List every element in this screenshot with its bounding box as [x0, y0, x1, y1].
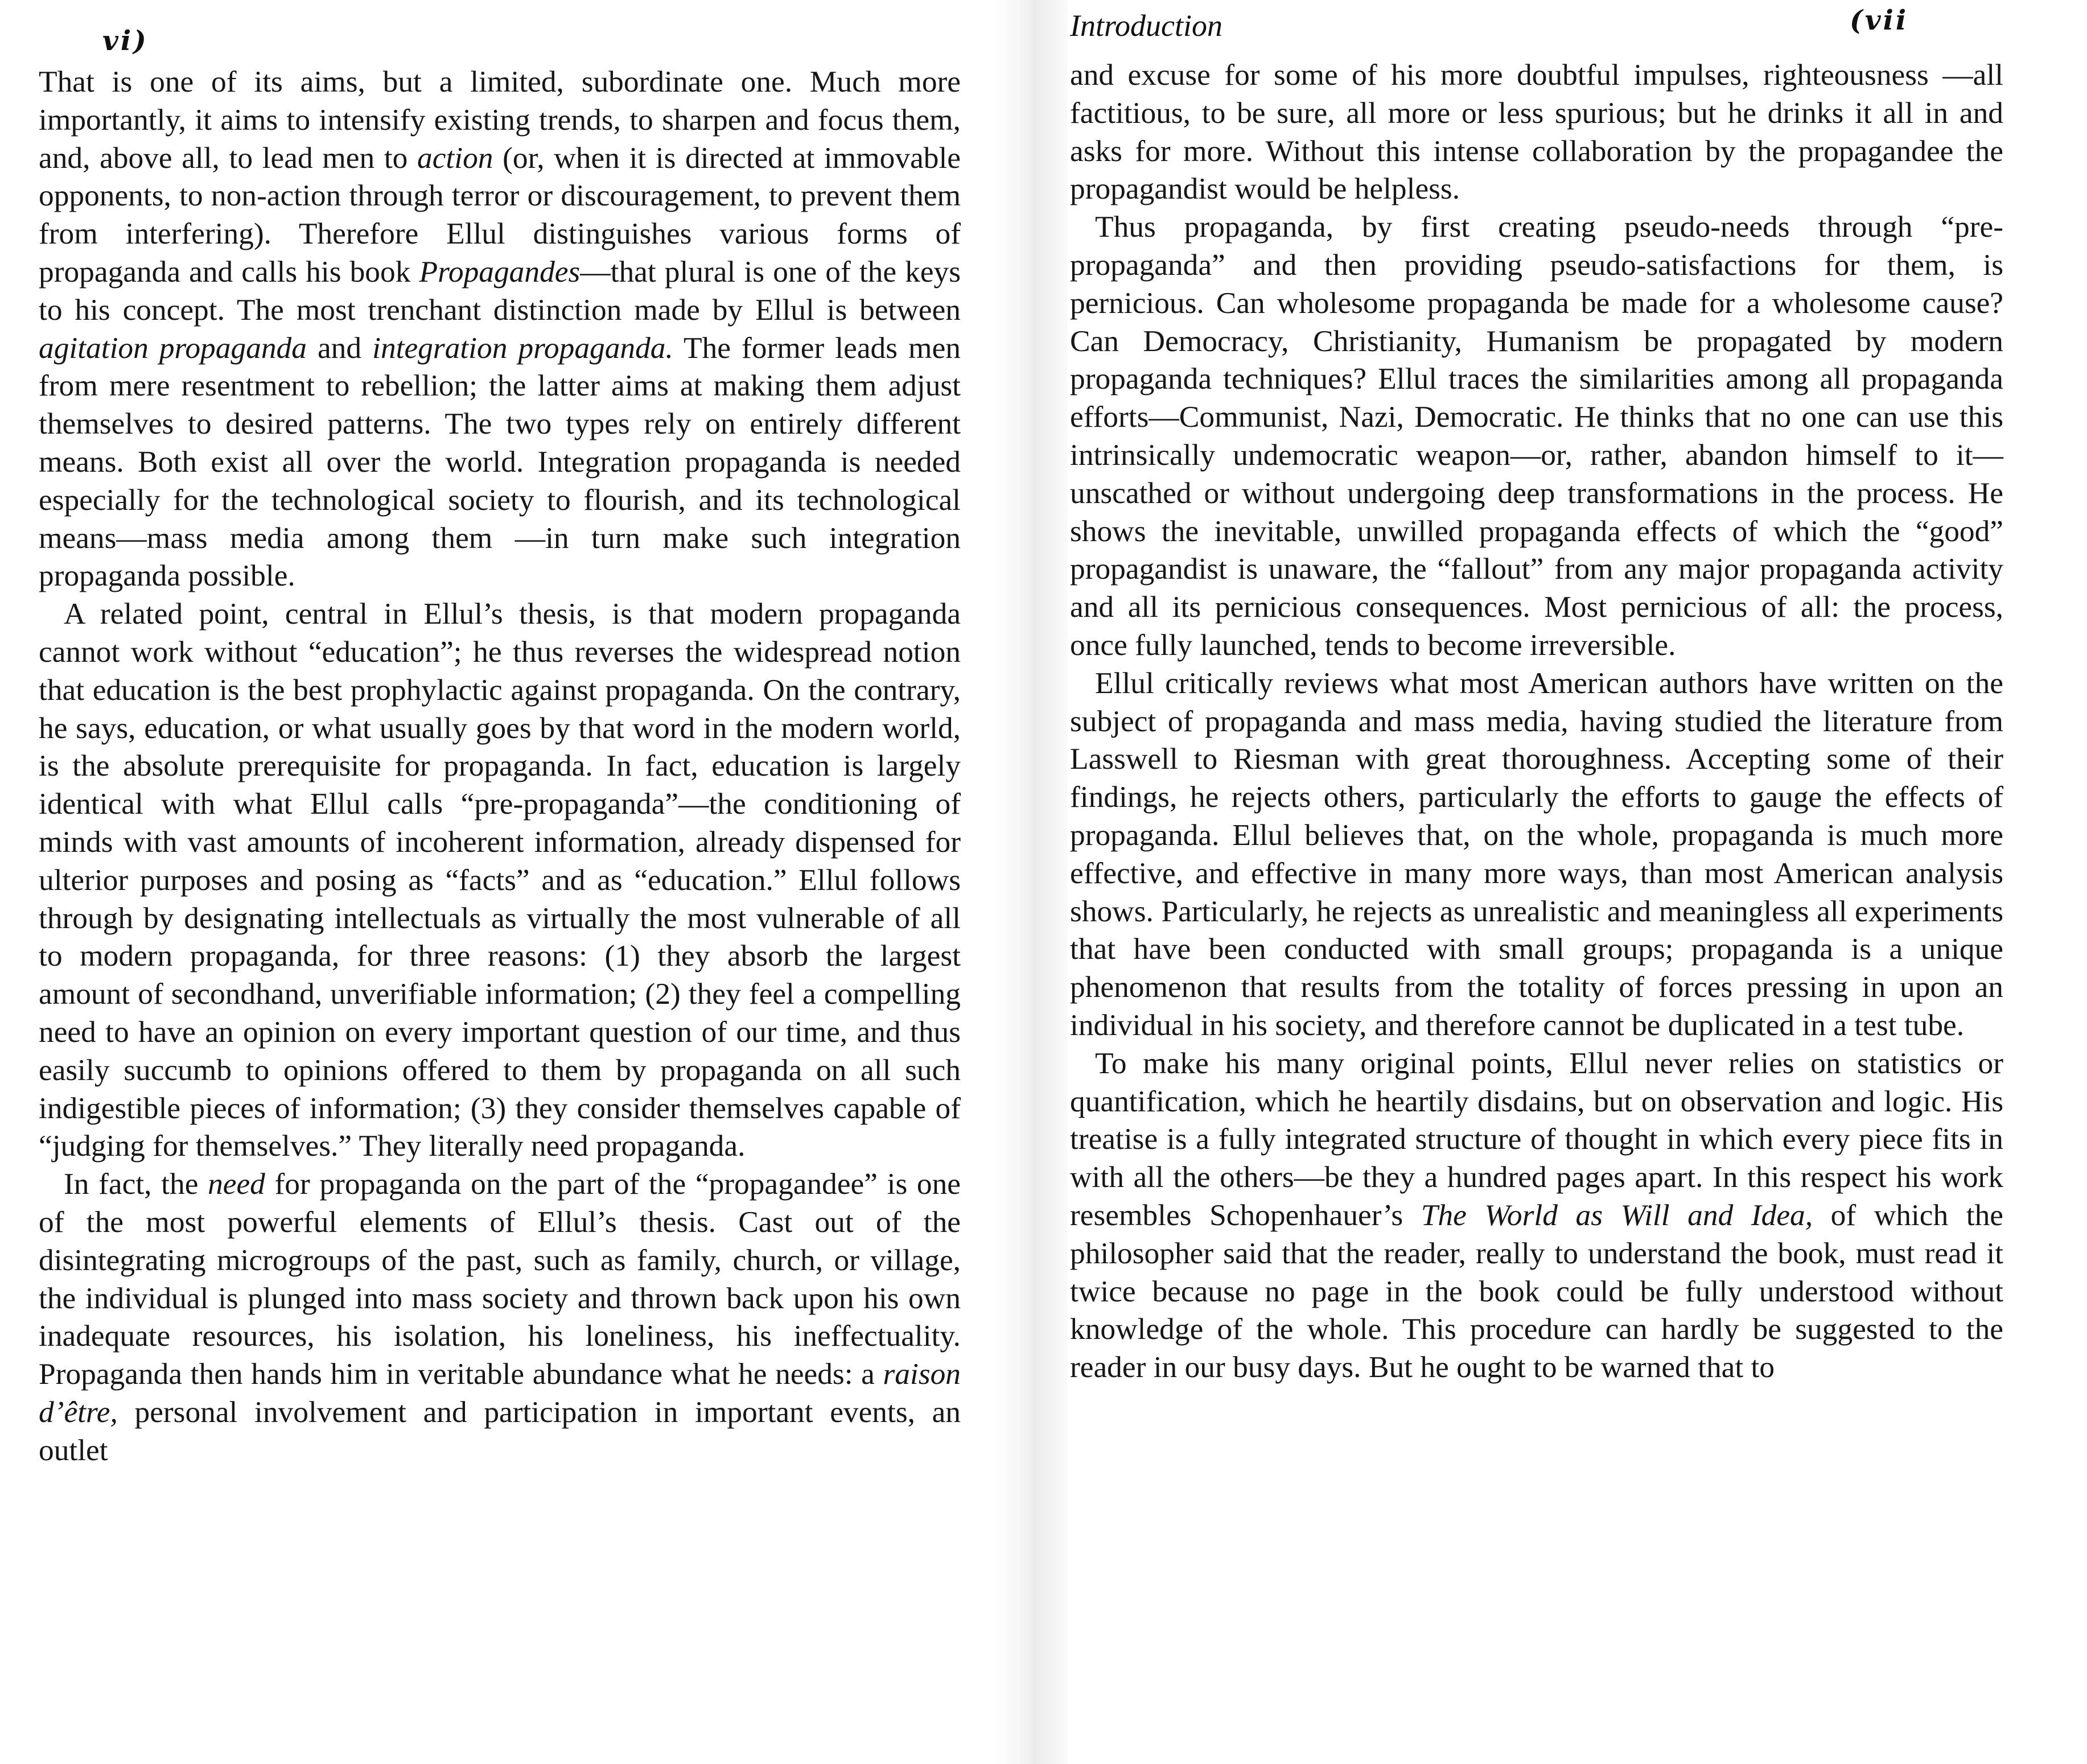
left-page: [23, 0, 961, 1764]
book-gutter: [993, 0, 1067, 1764]
text-run-italic: need: [208, 1167, 265, 1201]
running-head: Introduction: [1070, 9, 1222, 43]
left-page-text: [39, 63, 961, 1469]
paragraph: [39, 1165, 961, 1469]
paragraph: [1070, 208, 2003, 664]
text-run-italic: integration propaganda.: [372, 330, 673, 365]
paragraph: [1070, 1044, 2003, 1386]
text-run: and excuse for some of his more doubtful impulses, righteousness —all factitious, to be sure, all more or less spurious; but he drinks it all in and asks for more. Without this intense collaboration by the propagandee the propagandist would be helpless.: [1070, 57, 2003, 206]
paragraph: [1070, 664, 2003, 1044]
paragraph: [39, 63, 961, 595]
text-run-italic: agitation propaganda: [39, 330, 307, 365]
text-run: (or, when it is directed at immovable opponents, to non-action through terror or discouragement, to prevent them from interfering). Therefore Ellul distinguishes various forms of propaganda and calls his book: [39, 140, 961, 288]
paragraph: [1070, 56, 2003, 208]
text-run: In fact, the: [64, 1167, 208, 1201]
text-run: Ellul critically reviews what most American authors have written on the subject of propaganda and mass media, having studied the literature from Lasswell to Riesman with great thoroughness. Accepting some of their findings, he rejects others, particularly the efforts to gauge the effects of propaganda. Ellul believes that, on the whole, propaganda is much more effective, and effective in many more ways, than most American analysis shows. Particularly, he rejects as unrealistic and meaningless all experiments that have been conducted with small groups; propaganda is a unique phenomenon that results from the totality of forces pressing in upon an individual in his society, and therefore cannot be duplicated in a test tube.: [1070, 665, 2003, 1042]
text-run: and: [306, 330, 373, 365]
right-page: [1070, 0, 2003, 1764]
text-run: The former leads men from mere resentment to rebellion; the latter aims at making them adjust themselves to desired patterns. The two types rely on entirely different means. Both exist all over the world. Integration propaganda is needed especially for the technological society to flourish, and its technological means—mass media among them —in turn make such integration propaganda possible.: [39, 330, 961, 593]
text-run: for propaganda on the part of the “propagandee” is one of the most powerful elements of Ellul’s thesis. Cast out of the disintegrating microgroups of the past, such as family, church, or village, the individual is plunged into mass society and thrown back upon his own inadequate resources, his isolation, his loneliness, his ineffectuality. Propaganda then hands him in veritable abundance what he needs: a: [39, 1167, 961, 1391]
text-run-italic: The World as Will and Idea,: [1421, 1197, 1813, 1232]
paragraph: [39, 595, 961, 1165]
text-run-italic: Propagandes: [419, 254, 581, 288]
left-page-number: vi): [102, 25, 149, 57]
text-run: —that plural is one of the keys to his concept. The most trenchant distinction made by Ellul is between: [39, 254, 961, 327]
text-run: personal involvement and participation in important events, an outlet: [39, 1394, 961, 1467]
text-run: A related point, central in Ellul’s thesis, is that modern propaganda cannot work without “education”; he thus reverses the widespread notion that education is the best prophylactic against propaganda. On the contrary, he says, education, or what usually goes by that word in the modern world, is the absolute prerequisite for propaganda. In fact, education is largely identical with what Ellul calls “pre-propaganda”—the conditioning of minds with vast amounts of incoherent information, already dispensed for ulterior purposes and posing as “facts” and as “education.” Ellul follows through by designating intellectuals as virtually the most vulnerable of all to modern propaganda, for three reasons: (1) they absorb the largest amount of secondhand, unverifiable information; (2) they feel a compelling need to have an opinion on every important question of our time, and thus easily succumb to opinions offered to them by propaganda on all such indigestible pieces of information; (3) they consider themselves capable of “judging for themselves.” They literally need propaganda.: [39, 596, 961, 1163]
text-run-italic: raison d’être,: [39, 1357, 961, 1429]
text-run: That is one of its aims, but a limited, subordinate one. Much more importantly, it aims to intensify existing trends, to sharpen and focus them, and, above all, to lead men to: [39, 64, 961, 175]
text-run: of which the philosopher said that the reader, really to understand the book, must read it twice because no page in the book could be fully understood without knowledge of the whole. This procedure can hardly be suggested to the reader in our busy days. But he ought to be warned that to: [1070, 1197, 2003, 1384]
text-run: Thus propaganda, by first creating pseudo-needs through “pre-propaganda” and then providing pseudo-satisfactions for them, is pernicious. Can wholesome propaganda be made for a wholesome cause? Can Democracy, Christianity, Humanism be propagated by modern propaganda techniques? Ellul traces the similarities among all propaganda efforts—Communist, Nazi, Democratic. He thinks that no one can use this intrinsically undemocratic weapon—or, rather, abandon himself to it—unscathed or without undergoing deep transformations in the process. He shows the inevitable, unwilled propaganda effects of which the “good” propagandist is unaware, the “fallout” from any major propaganda activity and all its pernicious consequences. Most pernicious of all: the process, once fully launched, tends to become irreversible.: [1070, 209, 2003, 662]
text-run-italic: action: [417, 140, 493, 175]
right-page-number: (vii: [1850, 5, 1909, 36]
text-run: To make his many original points, Ellul never relies on statistics or quantification, which he heartily disdains, but on observation and logic. His treatise is a fully integrated structure of thought in which every piece fits in with all the others—be they a hundred pages apart. In this respect his work resembles Schopenhauer’s: [1070, 1045, 2003, 1232]
right-page-text: [1070, 56, 2003, 1386]
